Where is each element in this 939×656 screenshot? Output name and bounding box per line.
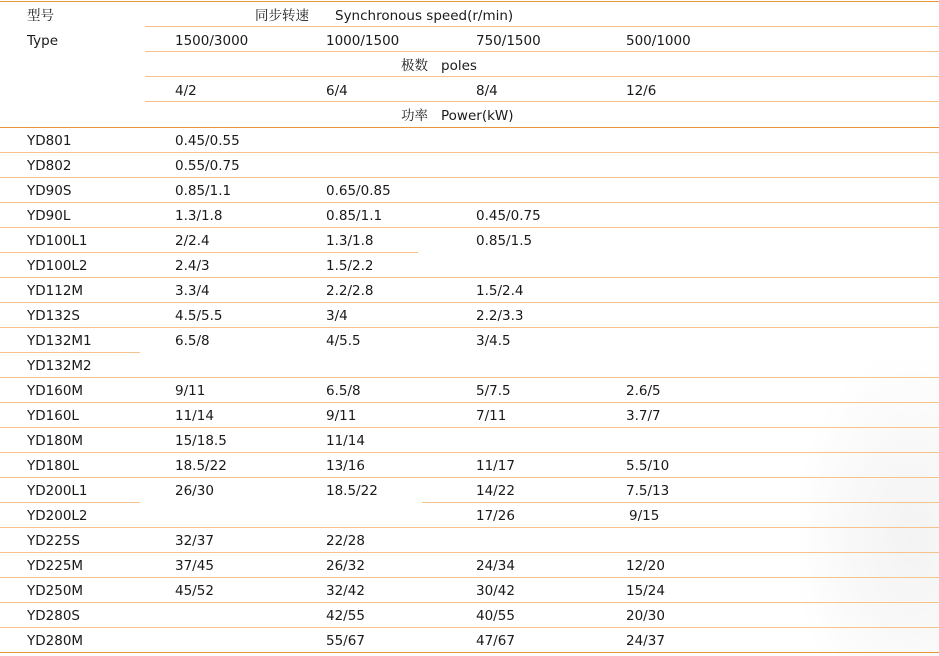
cell-power: 26/30	[175, 483, 214, 499]
cell-power: 20/30	[626, 608, 665, 624]
cell-power: 24/34	[476, 558, 515, 574]
cell-power: 2.2/2.8	[326, 283, 374, 299]
row-type: YD160M	[27, 383, 84, 399]
row-rule	[0, 552, 939, 553]
row-rule	[0, 602, 939, 603]
header-type-cn: 型号	[27, 8, 54, 24]
cell-power: 5.5/10	[626, 458, 670, 474]
cell-power: 3.3/4	[175, 283, 210, 299]
poles-col-4: 12/6	[626, 83, 657, 99]
row-type: YD90L	[27, 208, 71, 224]
rule-header-3	[145, 76, 939, 77]
row-rule	[0, 577, 939, 578]
row-rule	[0, 302, 939, 303]
cell-power: 1.5/2.4	[476, 283, 524, 299]
cell-power: 55/67	[326, 633, 365, 649]
row-type: YD801	[27, 133, 72, 149]
row-rule	[0, 427, 939, 428]
cell-power: 2.2/3.3	[476, 308, 524, 324]
cell-power: 2.6/5	[626, 383, 661, 399]
cell-power: 15/18.5	[175, 433, 227, 449]
cell-power: 32/42	[326, 583, 365, 599]
row-type: YD90S	[27, 183, 72, 199]
row-rule	[0, 452, 939, 453]
cell-power: 9/11	[175, 383, 206, 399]
row-rule-partial	[0, 352, 140, 353]
row-type: YD100L2	[27, 258, 88, 274]
cell-power: 3.7/7	[626, 408, 661, 424]
cell-power: 45/52	[175, 583, 214, 599]
cell-power: 0.45/0.75	[476, 208, 541, 224]
cell-power: 5/7.5	[476, 383, 511, 399]
speed-col-4: 500/1000	[626, 33, 691, 49]
cell-power: 11/14	[175, 408, 214, 424]
row-type: YD112M	[27, 283, 84, 299]
cell-power: 6.5/8	[175, 333, 210, 349]
cell-power: 32/37	[175, 533, 214, 549]
cell-power: 9/11	[326, 408, 357, 424]
row-type: YD160L	[27, 408, 79, 424]
row-type: YD225S	[27, 533, 80, 549]
rule-header-bottom	[0, 127, 939, 128]
row-rule-partial	[422, 502, 939, 503]
cell-power: 11/17	[476, 458, 515, 474]
row-type: YD200L2	[27, 508, 88, 524]
cell-power: 2.4/3	[175, 258, 210, 274]
cell-power: 7/11	[476, 408, 507, 424]
poles-col-2: 6/4	[326, 83, 348, 99]
row-type: YD132M1	[27, 333, 92, 349]
cell-power: 1.5/2.2	[326, 258, 374, 274]
poles-col-3: 8/4	[476, 83, 498, 99]
cell-power: 18.5/22	[175, 458, 227, 474]
cell-power: 26/32	[326, 558, 365, 574]
cell-power: 3/4.5	[476, 333, 511, 349]
row-rule	[0, 527, 939, 528]
cell-power: 13/16	[326, 458, 365, 474]
header-power-cn: 功率	[401, 108, 428, 124]
cell-power: 47/67	[476, 633, 515, 649]
row-rule	[0, 477, 939, 478]
row-rule-partial	[0, 252, 418, 253]
cell-power: 4.5/5.5	[175, 308, 223, 324]
cell-power: 3/4	[326, 308, 348, 324]
cell-power: 12/20	[626, 558, 665, 574]
speed-col-1: 1500/3000	[175, 33, 249, 49]
row-rule	[0, 402, 939, 403]
row-type: YD280M	[27, 633, 84, 649]
rule-header-1	[145, 26, 939, 27]
cell-power: 0.55/0.75	[175, 158, 240, 174]
row-type: YD250M	[27, 583, 84, 599]
cell-power: 9/15	[629, 508, 660, 524]
cell-power: 15/24	[626, 583, 665, 599]
cell-power: 0.65/0.85	[326, 183, 391, 199]
row-type: YD132M2	[27, 358, 92, 374]
cell-power: 40/55	[476, 608, 515, 624]
row-type: YD180L	[27, 458, 79, 474]
row-type: YD180M	[27, 433, 84, 449]
cell-power: 0.85/1.1	[175, 183, 232, 199]
cell-power: 2/2.4	[175, 233, 210, 249]
cell-power: 0.85/1.5	[476, 233, 533, 249]
cell-power: 37/45	[175, 558, 214, 574]
row-type: YD225M	[27, 558, 84, 574]
speed-col-2: 1000/1500	[326, 33, 400, 49]
row-type: YD132S	[27, 308, 80, 324]
cell-power: 14/22	[476, 483, 515, 499]
cell-power: 42/55	[326, 608, 365, 624]
row-type: YD802	[27, 158, 72, 174]
background-shading	[799, 360, 939, 656]
cell-power: 4/5.5	[326, 333, 361, 349]
cell-power: 1.3/1.8	[175, 208, 223, 224]
cell-power: 11/14	[326, 433, 365, 449]
rule-bottom	[0, 652, 939, 653]
row-rule	[0, 627, 939, 628]
header-speed-cn: 同步转速	[255, 8, 309, 24]
row-rule	[0, 377, 939, 378]
cell-power: 1.3/1.8	[326, 233, 374, 249]
cell-power: 18.5/22	[326, 483, 378, 499]
row-rule	[0, 327, 939, 328]
rule-header-2	[145, 51, 939, 52]
row-type: YD200L1	[27, 483, 88, 499]
header-speed-en: Synchronous speed(r/min)	[335, 8, 514, 24]
cell-power: 22/28	[326, 533, 365, 549]
rule-header-4	[145, 101, 939, 102]
cell-power: 17/26	[476, 508, 515, 524]
header-type-en: Type	[27, 33, 59, 49]
cell-power: 0.85/1.1	[326, 208, 383, 224]
row-rule	[0, 202, 939, 203]
row-rule	[0, 277, 939, 278]
header-poles-cn: 极数	[401, 58, 428, 74]
cell-power: 24/37	[626, 633, 665, 649]
cell-power: 6.5/8	[326, 383, 361, 399]
row-type: YD100L1	[27, 233, 88, 249]
poles-col-1: 4/2	[175, 83, 197, 99]
row-rule	[0, 227, 939, 228]
row-rule	[0, 177, 939, 178]
rule-top	[0, 1, 939, 2]
cell-power: 30/42	[476, 583, 515, 599]
row-rule	[0, 152, 939, 153]
header-power-en: Power(kW)	[441, 108, 514, 124]
cell-power: 0.45/0.55	[175, 133, 240, 149]
row-type: YD280S	[27, 608, 80, 624]
header-poles-en: poles	[441, 58, 477, 74]
cell-power: 7.5/13	[626, 483, 670, 499]
speed-col-3: 750/1500	[476, 33, 541, 49]
row-rule-partial	[0, 502, 140, 503]
